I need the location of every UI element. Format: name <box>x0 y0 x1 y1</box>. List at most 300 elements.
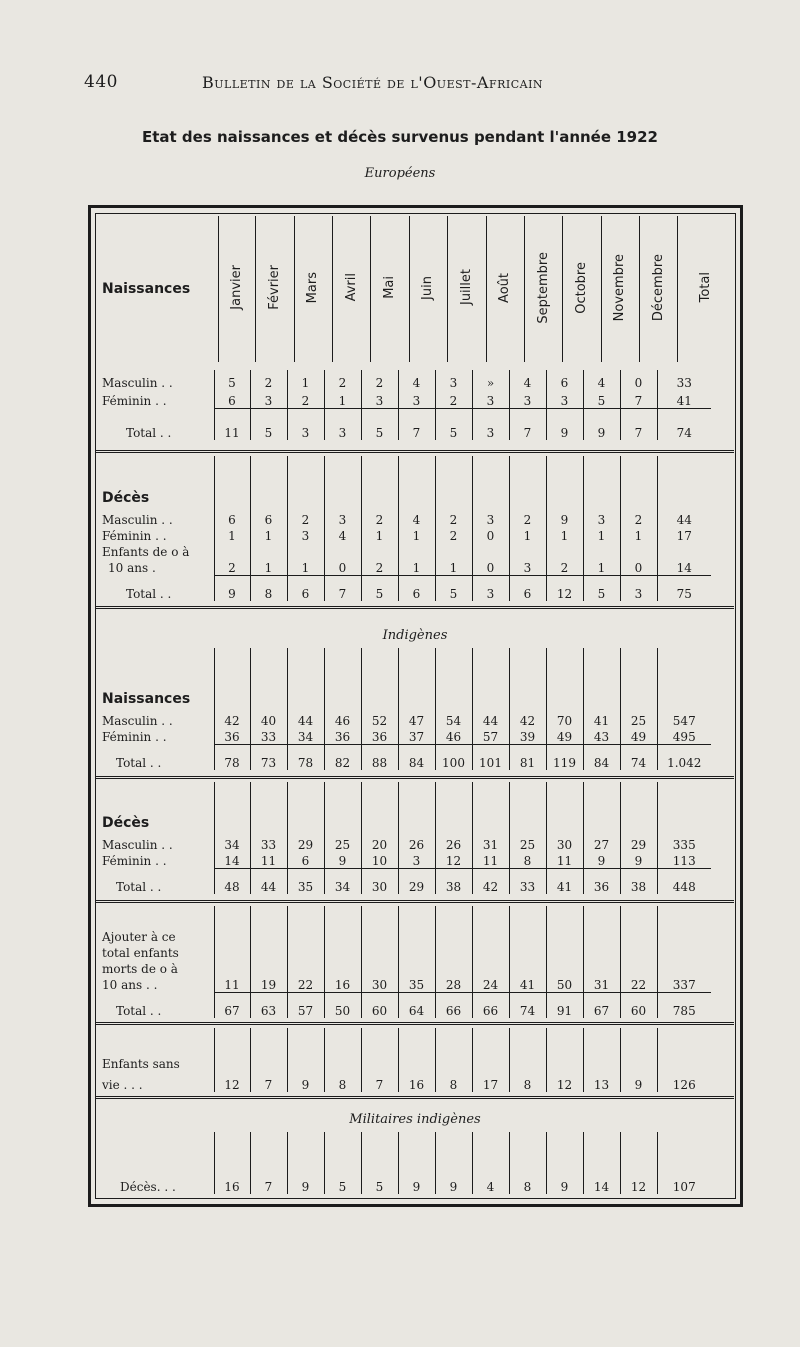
table-cell: 74 <box>519 1004 536 1018</box>
table-cell: 4 <box>597 376 606 391</box>
table-cell: 1 <box>338 393 347 408</box>
table-cell: 7 <box>264 1180 273 1194</box>
month-header: Mars <box>305 271 321 304</box>
table-cell: 3 <box>338 426 347 440</box>
table-cell: 49 <box>630 729 647 744</box>
table-cell: 8 <box>449 1078 458 1092</box>
table-row <box>96 559 711 575</box>
indigenes-deces-label: Décès <box>102 815 150 831</box>
table-cell: 14 <box>593 1180 610 1194</box>
table-cell: 30 <box>556 838 573 852</box>
table-cell: 1 <box>449 560 458 575</box>
militaires-heading: Militaires indigènes <box>349 1112 481 1127</box>
table-row <box>96 1071 711 1092</box>
table-cell: 448 <box>672 880 696 894</box>
table-cell: 1 <box>412 529 421 543</box>
table-cell: 31 <box>482 838 499 852</box>
table-cell: 40 <box>260 714 277 728</box>
table-cell: 30 <box>371 880 388 894</box>
table-cell: 6 <box>301 587 310 601</box>
table-cell: 7 <box>338 587 347 601</box>
row-label: Enfants sans <box>102 1056 180 1071</box>
month-header: Septembre <box>535 251 551 324</box>
table-cell: 9 <box>597 853 606 868</box>
table-cell: 25 <box>334 838 351 852</box>
table-cell: 1 <box>560 529 569 543</box>
row-label: Masculin . . <box>102 376 173 391</box>
table-cell: 14 <box>676 560 692 575</box>
table-cell: 14 <box>224 853 240 868</box>
ajouter-table <box>96 906 711 1018</box>
table-row <box>96 511 711 527</box>
table-cell: 2 <box>634 513 643 527</box>
europeens-heading: Européens <box>364 166 436 181</box>
naissances-label: Naissances <box>102 281 191 297</box>
row-label: Masculin . . <box>102 838 173 852</box>
table-cell: 0 <box>634 560 643 575</box>
table-cell: 7 <box>634 393 643 408</box>
row-label: Enfants de o à <box>102 545 190 559</box>
section-divider <box>96 450 734 453</box>
militaires-table <box>96 1132 711 1194</box>
table-cell: 20 <box>371 838 388 852</box>
row-label: total enfants <box>102 946 179 960</box>
table-cell: 34 <box>334 880 351 894</box>
table-cell: 1.042 <box>667 756 702 770</box>
table-cell: 5 <box>597 393 606 408</box>
table-cell: 119 <box>553 756 576 770</box>
table-cell: 38 <box>630 880 647 894</box>
table-cell: 6 <box>412 587 421 601</box>
table-cell: 49 <box>556 729 573 744</box>
table-cell: 57 <box>482 729 499 744</box>
table-cell: 41 <box>593 714 610 728</box>
table-cell: 22 <box>630 977 647 992</box>
table-cell: 4 <box>338 529 347 543</box>
table-cell: 81 <box>519 756 536 770</box>
table-cell: 2 <box>375 376 384 391</box>
table-row <box>96 976 711 992</box>
table-cell: 31 <box>593 977 610 992</box>
table-cell: 26 <box>408 838 425 852</box>
table-cell: 5 <box>338 1180 347 1194</box>
table-cell: 2 <box>338 376 347 391</box>
table-cell: 36 <box>224 729 240 744</box>
table-cell: 1 <box>523 529 532 543</box>
table-cell: 22 <box>297 977 314 992</box>
table-cell: 5 <box>597 587 606 601</box>
table-cell: 100 <box>442 756 465 770</box>
table-cell: 16 <box>408 1078 425 1092</box>
table-cell: 25 <box>630 714 647 728</box>
month-header: Février <box>266 265 282 310</box>
month-header: Avril <box>343 273 359 302</box>
table-cell: 34 <box>224 838 240 852</box>
table-cell: 36 <box>371 729 388 744</box>
running-title: Bulletin de la Société de l'Ouest-Africain <box>202 73 544 92</box>
table-cell: 5 <box>375 1180 384 1194</box>
table-cell: 41 <box>519 977 536 992</box>
row-label: Total . . <box>116 880 162 894</box>
table-cell: 44 <box>482 714 499 728</box>
table-cell: 64 <box>408 1004 425 1018</box>
table-cell: 9 <box>560 1180 569 1194</box>
month-header: Total <box>698 272 714 303</box>
table-cell: 6 <box>523 587 532 601</box>
table-cell: 0 <box>338 560 347 575</box>
indigenes-naissances-label: Naissances <box>102 691 191 707</box>
table-cell: 8 <box>523 853 532 868</box>
table-cell: 29 <box>630 838 647 852</box>
section-divider <box>96 900 734 903</box>
table-cell: 46 <box>445 729 462 744</box>
table-cell: 4 <box>523 376 532 391</box>
section-divider <box>96 606 734 609</box>
row-label: Total . . <box>116 1004 162 1018</box>
table-row <box>96 868 711 894</box>
table-cell: 74 <box>630 756 647 770</box>
table-row <box>96 852 711 868</box>
table-cell: 88 <box>371 756 388 770</box>
table-cell: 66 <box>482 1004 499 1018</box>
table-cell: 42 <box>482 880 499 894</box>
table-row <box>96 1051 711 1070</box>
table-cell: 3 <box>449 376 458 391</box>
table-cell: 91 <box>556 1004 573 1018</box>
table-cell: 1 <box>375 529 384 543</box>
table-row <box>96 1151 711 1194</box>
table-cell: 7 <box>412 426 421 440</box>
table-cell: 0 <box>486 529 495 543</box>
month-header: Mai <box>382 276 398 299</box>
section-divider <box>96 1022 734 1025</box>
row-label: vie . . . <box>102 1078 143 1092</box>
table-cell: 3 <box>486 513 495 527</box>
row-label: Total . . <box>126 587 172 601</box>
table-cell: 3 <box>412 393 421 408</box>
table-cell: 0 <box>486 560 495 575</box>
table-cell: 0 <box>634 376 643 391</box>
table-cell: 2 <box>560 560 569 575</box>
table-cell: 3 <box>338 513 347 527</box>
month-header: Décembre <box>650 253 666 322</box>
table-cell: 9 <box>560 513 569 527</box>
table-cell: 2 <box>449 393 458 408</box>
table-cell: 17 <box>482 1078 499 1092</box>
table-cell: 3 <box>486 393 495 408</box>
table-cell: 44 <box>297 714 314 728</box>
table-cell: 41 <box>556 880 573 894</box>
table-cell: 5 <box>449 426 458 440</box>
table-cell: 34 <box>297 729 314 744</box>
table-cell: 8 <box>523 1180 532 1194</box>
table-cell: 6 <box>264 513 273 527</box>
indigenes-deces-table <box>96 782 711 894</box>
table-row <box>96 944 711 960</box>
table-cell: 82 <box>334 756 351 770</box>
table-cell: » <box>486 376 495 391</box>
indigenes-naissances-table <box>96 648 711 770</box>
table-cell: 3 <box>486 426 495 440</box>
table-cell: 48 <box>224 880 240 894</box>
table-cell: 2 <box>449 529 458 543</box>
table-cell: 107 <box>672 1180 696 1194</box>
table-cell: 84 <box>593 756 610 770</box>
table-row <box>96 575 711 601</box>
table-cell: 50 <box>334 1004 351 1018</box>
table-cell: 33 <box>676 376 692 391</box>
table-cell: 11 <box>224 426 240 440</box>
table-cell: 28 <box>445 977 462 992</box>
enfants-sans-vie-table <box>96 1028 711 1092</box>
table-cell: 9 <box>634 1078 643 1092</box>
table-cell: 6 <box>560 376 569 391</box>
table-cell: 9 <box>449 1180 458 1194</box>
table-cell: 126 <box>672 1078 696 1092</box>
table-cell: 35 <box>408 977 425 992</box>
table-cell: 42 <box>224 714 240 728</box>
table-cell: 44 <box>676 513 692 527</box>
table-cell: 1 <box>228 529 236 543</box>
table-cell: 8 <box>523 1078 532 1092</box>
table-cell: 3 <box>634 587 643 601</box>
table-cell: 60 <box>630 1004 647 1018</box>
table-cell: 6 <box>228 513 236 527</box>
table-cell: 33 <box>260 729 277 744</box>
table-cell: 38 <box>445 880 462 894</box>
table-cell: 67 <box>224 1004 240 1018</box>
table-row <box>96 992 711 1018</box>
row-label: morts de o à <box>102 962 178 976</box>
table-row <box>96 527 711 543</box>
table-cell: 16 <box>334 977 351 992</box>
table-cell: 9 <box>338 853 347 868</box>
table-cell: 1 <box>301 376 310 391</box>
table-cell: 547 <box>672 714 696 728</box>
table-cell: 8 <box>264 587 273 601</box>
row-label: Féminin . . <box>102 529 167 543</box>
table-cell: 3 <box>301 426 310 440</box>
table-cell: 11 <box>224 977 240 992</box>
row-label: Masculin . . <box>102 513 173 527</box>
table-cell: 1 <box>634 529 643 543</box>
table-cell: 11 <box>260 853 277 868</box>
table-cell: 29 <box>408 880 425 894</box>
table-cell: 2 <box>264 376 273 391</box>
table-cell: 44 <box>260 880 277 894</box>
row-label: 10 ans . <box>108 561 156 575</box>
table-row <box>96 728 711 744</box>
table-cell: 73 <box>260 756 277 770</box>
table-cell: 84 <box>408 756 425 770</box>
table-cell: 30 <box>371 977 388 992</box>
table-row <box>96 928 711 944</box>
table-cell: 3 <box>597 513 606 527</box>
table-cell: 2 <box>523 513 532 527</box>
month-header-row <box>96 216 734 362</box>
table-cell: 24 <box>482 977 499 992</box>
table-cell: 495 <box>672 729 696 744</box>
table-cell: 70 <box>556 714 573 728</box>
table-cell: 12 <box>445 853 462 868</box>
table-cell: 36 <box>334 729 351 744</box>
table-row <box>96 390 711 408</box>
table-cell: 10 <box>371 853 388 868</box>
table-cell: 113 <box>672 853 696 868</box>
table-cell: 4 <box>486 1180 495 1194</box>
table-cell: 42 <box>519 714 536 728</box>
table-cell: 3 <box>264 393 273 408</box>
table-cell: 63 <box>260 1004 277 1018</box>
table-cell: 2 <box>375 513 384 527</box>
table-cell: 2 <box>301 393 310 408</box>
table-cell: 101 <box>479 756 502 770</box>
table-cell: 7 <box>523 426 532 440</box>
row-label: Féminin . . <box>102 854 167 868</box>
table-row <box>96 744 711 770</box>
month-header: Août <box>497 272 513 303</box>
table-title: Etat des naissances et décès survenus pendant l'année 1922 <box>141 128 658 146</box>
table-cell: 12 <box>556 587 573 601</box>
table-cell: 7 <box>264 1078 273 1092</box>
table-cell: 12 <box>630 1180 647 1194</box>
table-row <box>96 543 711 559</box>
table-cell: 9 <box>301 1078 310 1092</box>
table-cell: 1 <box>264 529 273 543</box>
table-cell: 36 <box>593 880 610 894</box>
table-cell: 39 <box>519 729 536 744</box>
table-cell: 11 <box>556 853 573 868</box>
europeens-naissances-table <box>96 370 711 440</box>
section-divider <box>96 1096 734 1099</box>
table-cell: 50 <box>556 977 573 992</box>
table-cell: 2 <box>228 560 236 575</box>
table-cell: 3 <box>486 587 495 601</box>
table-cell: 5 <box>375 587 384 601</box>
row-label: Féminin . . <box>102 730 167 744</box>
table-cell: 7 <box>375 1078 384 1092</box>
table-cell: 33 <box>260 838 277 852</box>
month-header: Juin <box>420 275 436 300</box>
table-cell: 16 <box>224 1180 240 1194</box>
table-cell: 26 <box>445 838 462 852</box>
table-cell: 78 <box>224 756 240 770</box>
table-cell: 43 <box>593 729 610 744</box>
section-divider <box>96 776 734 779</box>
table-cell: 3 <box>523 560 532 575</box>
table-cell: 47 <box>408 714 425 728</box>
month-header: Novembre <box>612 253 628 322</box>
table-cell: 5 <box>228 376 236 391</box>
row-label: Masculin . . <box>102 714 173 728</box>
table-cell: 335 <box>672 838 696 852</box>
row-label: Féminin . . <box>102 394 167 409</box>
table-cell: 19 <box>260 977 277 992</box>
table-cell: 9 <box>634 853 643 868</box>
month-header: Octobre <box>573 261 589 314</box>
table-cell: 5 <box>375 426 384 440</box>
row-label: Décès. . . <box>120 1180 176 1194</box>
table-cell: 2 <box>301 513 310 527</box>
table-cell: 66 <box>445 1004 462 1018</box>
table-cell: 3 <box>523 393 532 408</box>
row-label: Total . . <box>126 426 172 440</box>
table-cell: 1 <box>412 560 421 575</box>
table-row <box>96 408 711 440</box>
table-cell: 2 <box>375 560 384 575</box>
table-cell: 12 <box>556 1078 573 1092</box>
table-cell: 54 <box>445 714 462 728</box>
table-cell: 3 <box>412 853 421 868</box>
table-cell: 1 <box>597 529 606 543</box>
table-cell: 25 <box>519 838 536 852</box>
table-cell: 78 <box>297 756 314 770</box>
table-cell: 9 <box>597 426 606 440</box>
table-cell: 785 <box>672 1004 696 1018</box>
month-header: Juillet <box>458 269 474 306</box>
europeens-deces-table <box>96 456 711 601</box>
table-row <box>96 836 711 852</box>
table-cell: 4 <box>412 513 421 527</box>
table-cell: 52 <box>371 714 388 728</box>
table-cell: 67 <box>593 1004 610 1018</box>
table-cell: 5 <box>449 587 458 601</box>
table-cell: 6 <box>228 393 236 408</box>
table-row <box>96 960 711 976</box>
table-cell: 57 <box>297 1004 314 1018</box>
table-cell: 46 <box>334 714 351 728</box>
table-cell: 9 <box>228 587 236 601</box>
table-cell: 4 <box>412 376 421 391</box>
row-label: Total . . <box>116 756 162 770</box>
table-cell: 11 <box>482 853 499 868</box>
indigenes-heading: Indigènes <box>382 628 448 643</box>
page-number: 440 <box>84 72 118 92</box>
table-cell: 1 <box>597 560 606 575</box>
table-cell: 6 <box>301 853 310 868</box>
table-cell: 337 <box>672 977 696 992</box>
table-cell: 9 <box>412 1180 421 1194</box>
table-cell: 12 <box>224 1078 240 1092</box>
table-cell: 41 <box>676 393 692 408</box>
table-row <box>96 712 711 728</box>
table-cell: 7 <box>634 426 643 440</box>
table-cell: 17 <box>676 529 692 543</box>
table-cell: 35 <box>297 880 314 894</box>
table-cell: 9 <box>560 426 569 440</box>
table-cell: 74 <box>676 426 692 440</box>
table-cell: 60 <box>371 1004 388 1018</box>
row-label: Ajouter à ce <box>102 930 176 944</box>
table-cell: 29 <box>297 838 314 852</box>
table-cell: 1 <box>301 560 310 575</box>
table-cell: 2 <box>449 513 458 527</box>
deces-label: Décès <box>102 490 150 506</box>
table-cell: 37 <box>408 729 425 744</box>
table-cell: 3 <box>560 393 569 408</box>
table-row <box>96 370 711 390</box>
table-cell: 27 <box>593 838 610 852</box>
row-label: 10 ans . . <box>102 978 158 992</box>
table-cell: 5 <box>264 426 273 440</box>
table-cell: 1 <box>264 560 273 575</box>
table-cell: 33 <box>519 880 536 894</box>
table-cell: 3 <box>301 529 310 543</box>
table-cell: 13 <box>593 1078 610 1092</box>
table-cell: 8 <box>338 1078 347 1092</box>
table-cell: 9 <box>301 1180 310 1194</box>
table-cell: 3 <box>375 393 384 408</box>
